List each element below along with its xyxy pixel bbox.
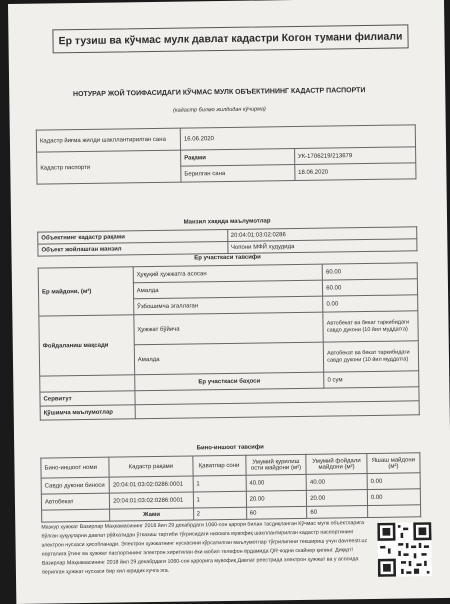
qr-code-icon — [377, 522, 432, 577]
column-header: Умумий фойдали майдони (м²) — [306, 454, 367, 475]
column-header: Кадастр рақами — [109, 456, 193, 477]
building-useful-area: 40.00 — [306, 474, 367, 491]
document-sheet — [8, 0, 450, 604]
building-name: Савдо дукони биноси — [41, 477, 109, 494]
address-section-title: Манзил хақида маълумотлар — [183, 218, 271, 226]
land-section-title: Ер участкаси тавсифи — [194, 254, 261, 262]
purpose-fact-value: Автобекат ва бекат таркибидаги савдо дукони (10 йил муддатга) — [324, 341, 419, 372]
total-label: Жами — [110, 508, 194, 521]
total-useful-area: 60 — [307, 506, 368, 519]
buildings-section-title: Бино-иншоот тавсифи — [196, 444, 264, 452]
passport-label: Кадастр паспорти — [37, 150, 181, 184]
unauthorized-area-value: 0.00 — [323, 295, 418, 312]
legal-area-label: Ҳуқуқий ҳужжатга асосан — [133, 264, 323, 283]
land-area-label: Ер майдони, (м²) — [38, 267, 133, 316]
total-built-area: 60 — [246, 506, 307, 519]
building-cadastral: 20:04:01:03:02:0286:0001 — [110, 492, 194, 509]
building-living-area: 0.00 — [367, 473, 420, 490]
purpose-label: Фойдаланиш мақсади — [39, 315, 135, 376]
building-cadastral: 20:04:01:03:02:0286:0001 — [109, 476, 193, 493]
passport-number-label: Рақами — [181, 149, 295, 167]
purpose-fact-label: Амалда — [134, 342, 324, 375]
location-label: Объект жойлашган манзил — [38, 241, 228, 256]
actual-area-value: 60.00 — [323, 279, 418, 296]
location-value: Чопони МФЙ худудида — [227, 239, 417, 254]
additional-info-label: Қўшимча маълумотлар — [40, 405, 135, 420]
purpose-doc-value: Автобекат ва бекат таркибидаги савдо дукони (10 йил муддатга) — [323, 311, 418, 342]
column-header: Умумий қурилиш ости майдони (м²) — [245, 454, 306, 475]
passport-table — [36, 124, 417, 184]
unauthorized-area-label: Ўзбошимча эгаллаган — [133, 296, 323, 315]
actual-area-label: Амалда — [133, 280, 323, 299]
compiled-date-value: 16.06.2020 — [180, 125, 415, 150]
legal-area-value: 60.00 — [322, 263, 417, 280]
land-table — [37, 248, 419, 420]
easement-label: Сервитут — [40, 391, 135, 406]
column-header: Қаватлар сони — [192, 455, 245, 476]
cadastral-number-label: Объектнинг кадастр рақами — [38, 229, 228, 244]
agency-header: Ер тузиш ва кўчмас мулк давлат кадастри Когон тумани филиали — [52, 24, 408, 53]
column-header: Бино-иншоот номи — [41, 457, 109, 478]
building-floors: 1 — [193, 475, 246, 492]
document-subtitle: (кадастр билмо жилдидан кўчирма) — [173, 106, 266, 114]
purpose-doc-label: Ҳужжат бўйича — [134, 312, 324, 345]
issued-date-label: Берилган сана — [181, 165, 295, 183]
column-header: Яшаш майдони (м²) — [367, 453, 420, 474]
buildings-table — [40, 438, 421, 522]
building-floors: 1 — [193, 491, 246, 508]
building-living-area: 0.00 — [367, 489, 420, 506]
building-built-area: 40.00 — [246, 474, 307, 491]
building-built-area: 20.00 — [246, 490, 307, 507]
legal-notice: Мазкур ҳужжат Вазирлар Маҳкамасининг 2018 йил 29 декабрдаги 1060-сон қарори билан тасдиқланган Кўчмас мулк объектларига бўлган ҳуқуқларни давлат рўйхатидан ўтказиш тартиби тўғрисидаги низомга мувофиқ шакллантирилган кадастр паспортининг электрон нусхаси ҳисобланади. Электрон ҳужжатнинг нусхасини кўрсатилган маълумотлар тўғрилигини текшириш учун davreestr.uz порталига ўтинг ва ҳужжат паспортининг электрон хиритилан ёки мобил телефон ёрдамида QR-кодни скайнер қилинг. Диққат! Вазирлар Маҳкамасининг 2018 йил 29 декабрдаги 1060-сон қарорига мувофиқ Давлат реестрида электрон ҳужжат ва у асосида берилган ҳужжат нусхаси бир хил юридик кучга эга. — [41, 520, 368, 576]
compiled-date-label: Кадастр йиғма жилди шакллантирилган сана — [36, 128, 180, 152]
document-title: НОТУРАР ЖОЙ ТОИФАСИДАГИ КЎЧМАС МУЛК ОБЪЕКТИНИНГ КАДАСТР ПАСПОРТИ — [72, 87, 366, 99]
valuation-value: 0 сум — [324, 371, 419, 388]
building-name: Автобекат — [41, 493, 109, 510]
cadastral-number-value: 20:04:01:03:02:0286 — [227, 227, 417, 242]
valuation-label: Ер участкаси баҳоси — [134, 372, 324, 391]
total-floors: 2 — [193, 507, 246, 520]
issued-date-value: 18.06.2020 — [294, 163, 416, 181]
building-useful-area: 20.00 — [307, 490, 368, 507]
passport-number-value: УК-1706219/213679 — [294, 147, 416, 165]
